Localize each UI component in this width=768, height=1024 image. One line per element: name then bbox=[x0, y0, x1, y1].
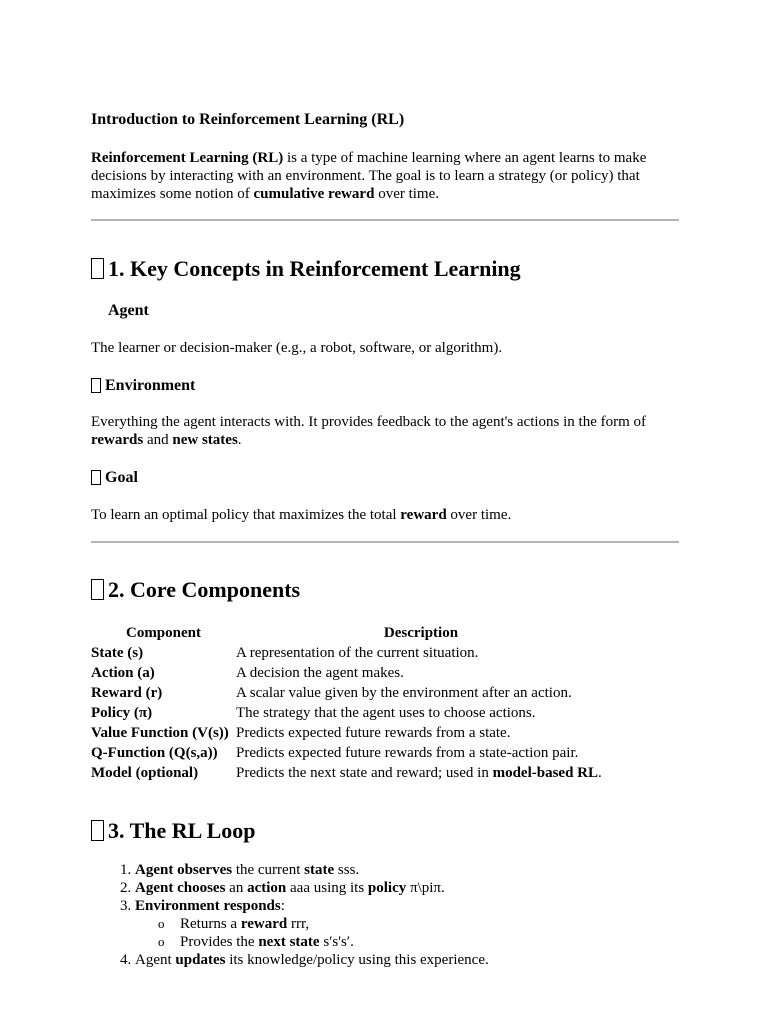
document-title: Introduction to Reinforcement Learning (RL) bbox=[91, 111, 405, 128]
table-row: Reward (r) A scalar value given by the environment after an action. bbox=[91, 685, 572, 701]
intro-paragraph: Reinforcement Learning (RL) is a type of machine learning where an agent learns to make decisions by interacting with an environment. The goal is to learn a strategy (or policy) that maximizes some notion of cumulative reward over time. bbox=[91, 150, 647, 202]
goal-description: To learn an optimal policy that maximizes the total reward over time. bbox=[91, 507, 512, 523]
bullet-icon: o bbox=[158, 916, 165, 931]
missing-emoji-icon bbox=[91, 470, 101, 485]
list-item: 4. Agent updates its knowledge/policy using this experience. bbox=[135, 951, 489, 969]
missing-emoji-icon bbox=[91, 820, 104, 841]
bullet-icon: o bbox=[158, 934, 165, 949]
subheading-agent: Agent bbox=[108, 302, 149, 319]
table-row: Action (a) A decision the agent makes. bbox=[91, 665, 404, 681]
table-row: State (s) A representation of the current situation. bbox=[91, 645, 479, 661]
environment-description: Everything the agent interacts with. It provides feedback to the agent's actions in the form of rewards and new states. bbox=[91, 414, 647, 448]
subheading-environment: Environment bbox=[91, 376, 195, 396]
section-heading-rl-loop: 3. The RL Loop bbox=[91, 818, 256, 844]
list-item: 3. Environment responds: o Returns a reward rrr, o Provides the next state s′s's′. bbox=[135, 897, 489, 951]
missing-emoji-icon bbox=[91, 258, 104, 279]
sub-list-item: o Returns a reward rrr, bbox=[158, 916, 310, 932]
table-row: Q-Function (Q(s,a)) Predicts expected future rewards from a state-action pair. bbox=[91, 745, 579, 761]
divider bbox=[91, 541, 679, 543]
column-header-description: Description bbox=[383, 624, 459, 641]
components-table bbox=[91, 623, 606, 783]
missing-emoji-icon bbox=[91, 378, 101, 393]
section-heading-key-concepts: 1. Key Concepts in Reinforcement Learning bbox=[91, 256, 521, 282]
section-heading-core-components: 2. Core Components bbox=[91, 577, 300, 603]
list-item: 2. Agent chooses an action aaa using its policy π\piπ. bbox=[135, 879, 489, 897]
subheading-goal: Goal bbox=[91, 468, 138, 488]
table-row: Model (optional) Predicts the next state and reward; used in model-based RL. bbox=[91, 765, 602, 781]
missing-emoji-icon bbox=[91, 579, 104, 600]
rl-loop-list bbox=[91, 861, 489, 969]
intro-bold-rl: Reinforcement Learning (RL) bbox=[91, 150, 284, 166]
list-item: 1. Agent observes the current state sss. bbox=[135, 861, 489, 879]
table-row: Value Function (V(s)) Predicts expected future rewards from a state. bbox=[91, 725, 511, 741]
agent-description: The learner or decision-maker (e.g., a robot, software, or algorithm). bbox=[91, 340, 503, 356]
table-header-row bbox=[91, 623, 606, 643]
divider bbox=[91, 219, 679, 221]
sub-list-item: o Provides the next state s′s's′. bbox=[158, 934, 354, 950]
table-row: Policy (π) The strategy that the agent uses to choose actions. bbox=[91, 705, 536, 721]
sub-list bbox=[135, 915, 489, 951]
column-header-component: Component bbox=[125, 624, 201, 641]
